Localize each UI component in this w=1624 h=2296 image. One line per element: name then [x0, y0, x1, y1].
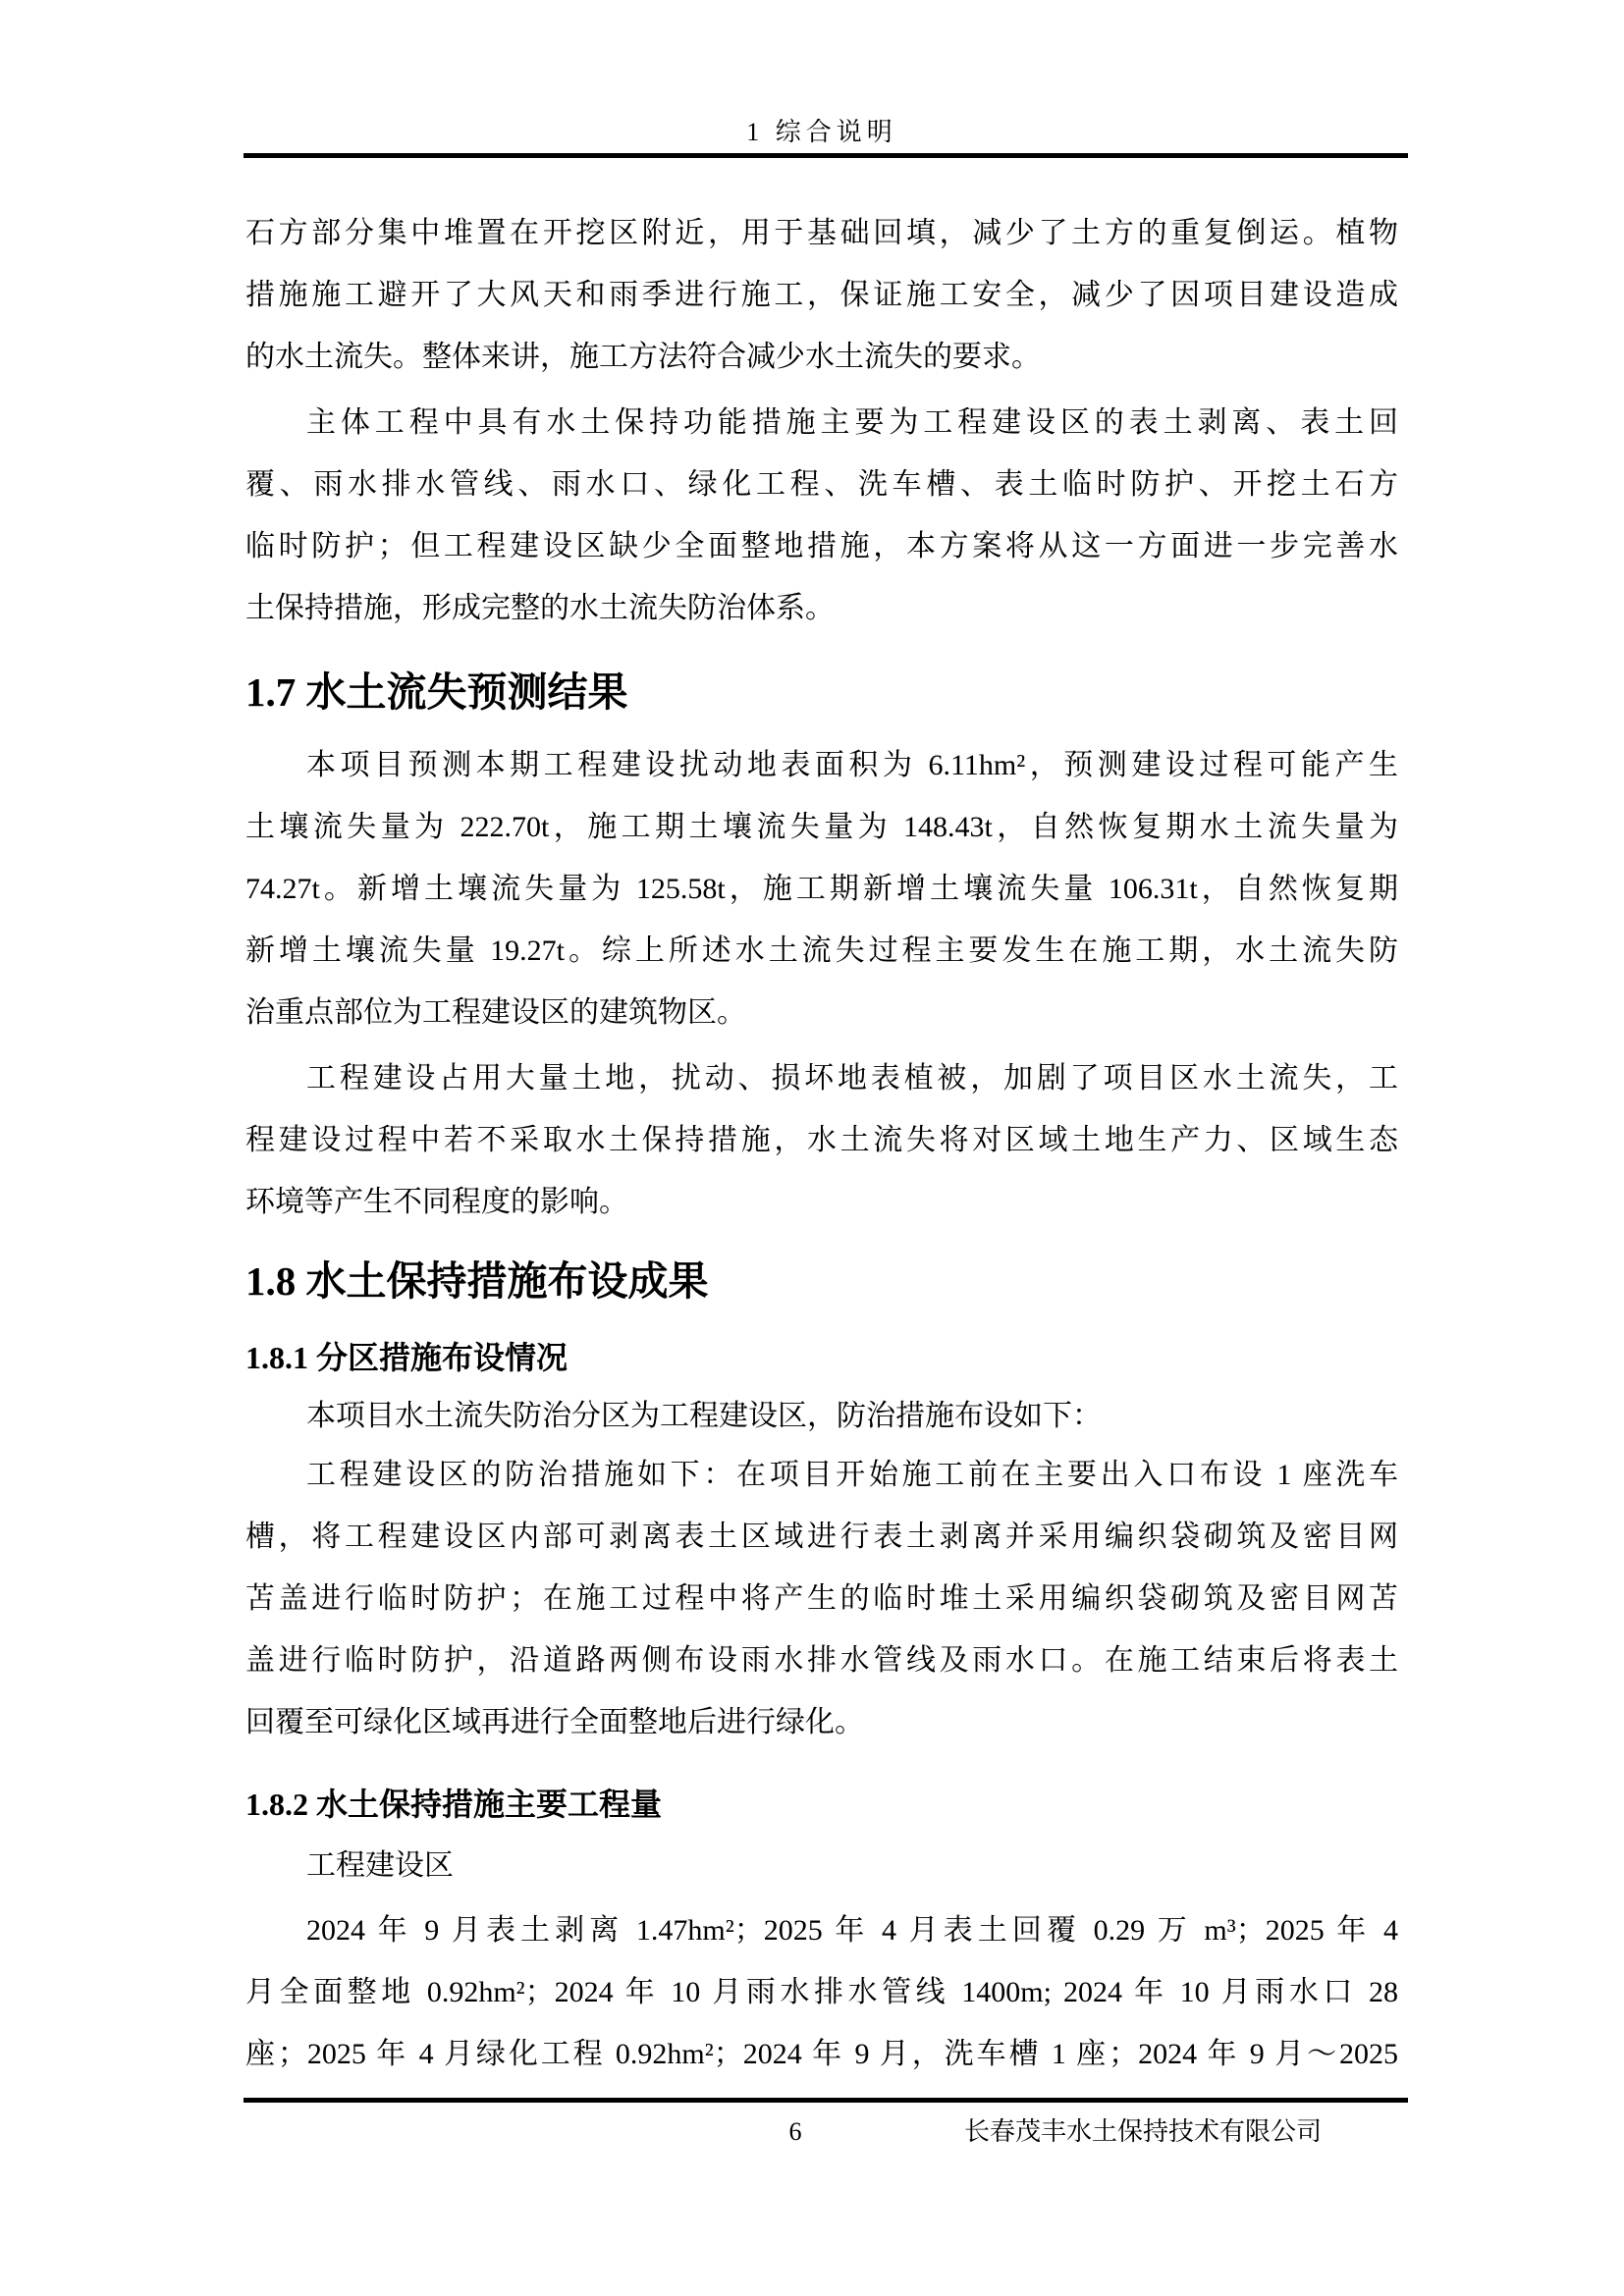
text-line: 本项目水土流失防治分区为工程建设区，防治措施布设如下： — [306, 1400, 1102, 1432]
page-number: 6 — [788, 2117, 802, 2146]
text-line: 苫盖进行临时防护；在施工过程中将产生的临时堆土采用编织袋砌筑及密目网苫 — [245, 1582, 1398, 1615]
text-line: 覆、雨水排水管线、雨水口、绿化工程、洗车槽、表土临时防护、开挖土石方 — [245, 468, 1398, 501]
page-header-title: 1 综合说明 — [746, 118, 897, 146]
text-line: 工程建设区 — [306, 1849, 454, 1882]
text-line: 工程建设区的防治措施如下：在项目开始施工前在主要出入口布设 1 座洗车 — [306, 1459, 1398, 1491]
text-line: 的水土流失。整体来讲，施工方法符合减少水土流失的要求。 — [245, 341, 1041, 373]
heading-1-8-1: 1.8.1 分区措施布设情况 — [245, 1340, 568, 1375]
text-line: 月全面整地 0.92hm²；2024 年 10 月雨水排水管线 1400m; 2024 年 10 月雨水口 28 — [245, 1976, 1398, 2008]
paragraph-zone-measures — [245, 1444, 1398, 1753]
text-line: 新增土壤流失量 19.27t。综上所述水土流失过程主要发生在施工期，水土流失防 — [245, 934, 1398, 967]
text-line: 石方部分集中堆置在开挖区附近，用于基础回填，减少了土方的重复倒运。植物 — [245, 217, 1398, 249]
footer-rule — [244, 2098, 1408, 2103]
text-line: 本项目预测本期工程建设扰动地表面积为 6.11hm²，预测建设过程可能产生 — [306, 749, 1398, 781]
header-rule — [244, 153, 1408, 158]
text-line: 74.27t。新增土壤流失量为 125.58t，施工期新增土壤流失量 106.31t，自然恢复期 — [245, 873, 1398, 905]
text-line: 土保持措施，形成完整的水土流失防治体系。 — [245, 592, 835, 624]
text-line: 环境等产生不同程度的影响。 — [245, 1186, 628, 1218]
footer-company-name: 长春茂丰水土保持技术有限公司 — [963, 2117, 1322, 2146]
text-line: 措施施工避开了大风天和雨季进行施工，保证施工安全，减少了因项目建设造成 — [245, 279, 1398, 311]
heading-1-8: 1.8 水土保持措施布设成果 — [245, 1258, 709, 1304]
text-line: 工程建设占用大量土地，扰动、损坏地表植被，加剧了项目区水土流失，工 — [306, 1062, 1398, 1095]
paragraph-quantities — [245, 1899, 1398, 2085]
text-line: 2024 年 9 月表土剥离 1.47hm²；2025 年 4 月表土回覆 0.29 万 m³；2025 年 4 — [306, 1914, 1398, 1947]
heading-1-8-2: 1.8.2 水土保持措施主要工程量 — [245, 1787, 663, 1822]
heading-1-7: 1.7 水土流失预测结果 — [245, 669, 628, 715]
paragraph-prediction — [245, 734, 1398, 1043]
text-line: 临时防护；但工程建设区缺少全面整地措施，本方案将从这一方面进一步完善水 — [245, 530, 1398, 562]
text-line: 主体工程中具有水土保持功能措施主要为工程建设区的表土剥离、表土回 — [306, 406, 1398, 439]
text-line: 座；2025 年 4 月绿化工程 0.92hm²；2024 年 9 月，洗车槽 1 座；2024 年 9 月～2025 — [245, 2038, 1398, 2070]
text-line: 盖进行临时防护，沿道路两侧布设雨水排水管线及雨水口。在施工结束后将表土 — [245, 1644, 1398, 1677]
text-line: 土壤流失量为 222.70t，施工期土壤流失量为 148.43t，自然恢复期水土流失量为 — [245, 811, 1398, 843]
paragraph-impact — [245, 1047, 1398, 1233]
paragraph-zone-intro — [245, 1385, 1398, 1447]
text-line: 治重点部位为工程建设区的建筑物区。 — [245, 996, 746, 1029]
paragraph-construction-method — [245, 202, 1398, 388]
text-line: 槽，将工程建设区内部可剥离表土区域进行表土剥离并采用编织袋砌筑及密目网 — [245, 1521, 1398, 1553]
text-line: 程建设过程中若不采取水土保持措施，水土流失将对区域土地生产力、区域生态 — [245, 1124, 1398, 1156]
paragraph-area-label — [245, 1835, 1398, 1896]
page-footer — [245, 2115, 1398, 2149]
paragraph-main-works — [245, 392, 1398, 639]
text-line: 回覆至可绿化区域再进行全面整地后进行绿化。 — [245, 1706, 864, 1738]
